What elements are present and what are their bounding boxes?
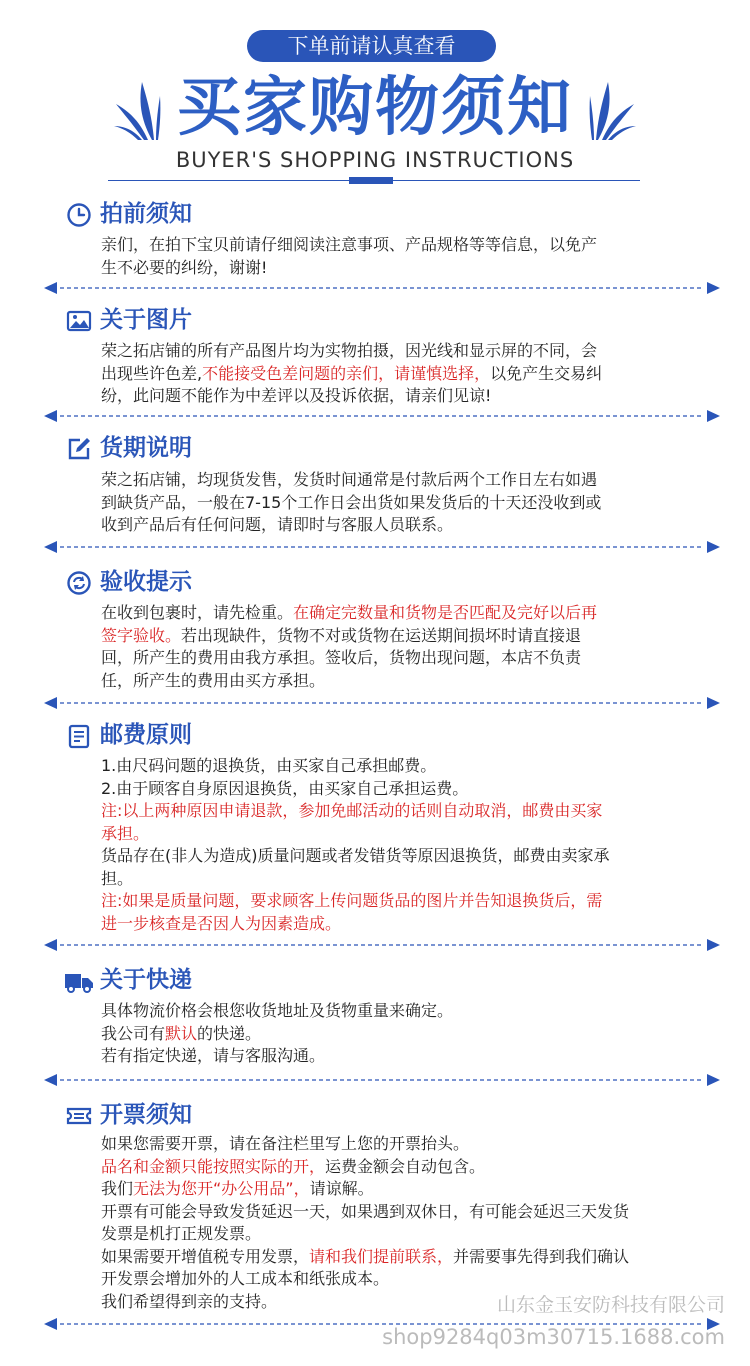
section-body-invoice: 如果您需要开票，请在备注栏里写上您的开票抬头。 品名和金额只能按照实际的开，运费金额会自动包含。 我们无法为您开“办公用品”，请谅解。 开票有可能会导致发货延迟一天，如果遇到双休日，有可能会延迟三天发货 发票是机打正规发票。 如果需要开增值税专用发票，请和我们提前联系，并需要事先得到我们确认 开发票会增加外的人工成本和纸张成本。 我们希望得到亲的支持。 <box>101 1134 630 1311</box>
section-divider <box>44 938 720 952</box>
ticket-icon <box>66 1103 92 1129</box>
section-title-before-order: 拍前须知 <box>100 201 192 227</box>
watermark-company: 山东金玉安防科技有限公司 <box>496 1294 725 1316</box>
edit-icon <box>66 436 92 462</box>
refresh-icon <box>66 570 92 596</box>
page-title: 买家购物须知 <box>177 71 573 145</box>
section-title-about-images: 关于图片 <box>100 307 192 333</box>
section-divider <box>44 409 720 423</box>
section-title-courier: 关于快递 <box>100 967 192 993</box>
section-body-shipping-fee: 1.由尺码问题的退换货，由买家自己承担邮费。 2.由于顾客自身原因退换货，由买家自己承担运费。 注:以上两种原因申请退款，参加免邮活动的话则自动取消，邮费由买家 承担。 货品存在(非人为造成)质量问题或者发错货等原因退换货，邮费由卖家承 担。 注:如果是质量问题，要求顾客上传问题货品的图片并告知退换货后，需 进一步核查是否因人为因素造成。 <box>101 756 610 933</box>
notice-pill: 下单前请认真查看 <box>247 30 496 62</box>
section-title-inspection: 验收提示 <box>100 569 192 595</box>
section-title-delivery-time: 货期说明 <box>100 435 192 461</box>
section-divider <box>44 540 720 554</box>
section-divider <box>44 281 720 295</box>
section-body-delivery-time: 荣之拓店铺，均现货发售，发货时间通常是付款后两个工作日左右如遇 到缺货产品，一般在7-15个工作日会出货如果发货后的十天还没收到或 收到产品后有任何问题，请即时与客服人员联系。 <box>101 470 602 534</box>
section-body-inspection: 在收到包裹时，请先检重。在确定完数量和货物是否匹配及完好以后再 签字验收。若出现缺件，货物不对或货物在运送期间损坏时请直接退 回，所产生的费用由我方承担。签收后，货物出现问题，本店不负责 任，所产生的费用由买方承担。 <box>101 603 598 690</box>
title-underline-accent <box>349 177 393 184</box>
section-title-shipping-fee: 邮费原则 <box>100 722 192 748</box>
section-body-about-images: 荣之拓店铺的所有产品图片均为实物拍摄，因光线和显示屏的不同，会 出现些许色差,不能接受色差问题的亲们，请谨慎选择，以免产生交易纠 纷，此问题不能作为中差评以及投诉依据，请亲们见谅! <box>101 341 603 405</box>
document-icon <box>66 723 92 749</box>
page-subtitle: BUYER'S SHOPPING INSTRUCTIONS <box>175 148 575 172</box>
section-divider <box>44 1073 720 1087</box>
image-icon <box>66 308 92 334</box>
truck-icon <box>64 968 94 994</box>
section-title-invoice: 开票须知 <box>100 1102 192 1128</box>
section-body-before-order: 亲们，在拍下宝贝前请仔细阅读注意事项、产品规格等等信息，以免产 生不必要的纠纷，谢谢! <box>101 235 598 277</box>
clock-icon <box>66 202 92 228</box>
section-body-courier: 具体物流价格会根您收货地址及货物重量来确定。 我公司有默认的快递。 若有指定快递，请与客服沟通。 <box>101 1001 454 1065</box>
watermark-url: shop9284q03m30715.1688.com <box>382 1325 725 1349</box>
section-divider <box>44 696 720 710</box>
